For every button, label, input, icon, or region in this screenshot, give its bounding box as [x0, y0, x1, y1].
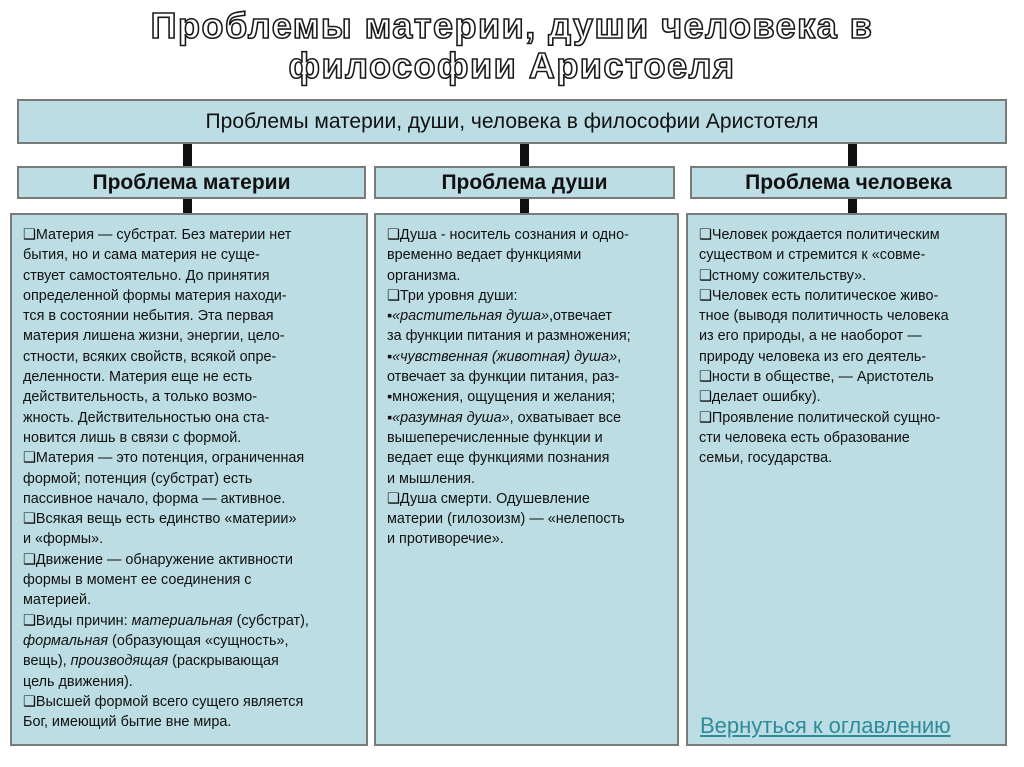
connector-header-matter	[183, 144, 192, 166]
soul-text-main: ❑Душа - носитель сознания и одно- временно ведает функциями организма. ❑Три уровня души:	[387, 227, 629, 304]
slide-title: Проблемы материи, души человека в философии Аристоеля	[150, 5, 874, 86]
connector-matter-content	[183, 199, 192, 213]
soul-bullet-vegetative: ▪«растительная душа»,отвечает за функции питания и размножения;	[387, 308, 631, 345]
connector-soul-content	[520, 199, 529, 213]
human-text: ❑Человек рождается политическим существом и стремится к «совме- ❑стному сожительству». ❑Человек есть политическое живо- тное (выводя политичность человека из его природы, а не наоборот — природу человека из его деятель- ❑ности в обществе, — Аристотель ❑делает ошибку). ❑Проявление политической сущно- сти человека есть образование семьи, государства.	[699, 227, 949, 467]
header-text: Проблемы материи, души, человека в философии Аристотеля	[205, 109, 819, 133]
category-soul-label: Проблема души	[441, 170, 608, 194]
category-human	[690, 166, 1007, 199]
soul-content-box	[374, 213, 679, 746]
category-soul	[374, 166, 675, 199]
matter-text-causes: ❑Виды причин: материальная (субстрат), формальная (образующая «сущность», вещь), производящая (раскрывающая цель движения).	[23, 612, 309, 690]
connector-human-content	[848, 199, 857, 213]
category-matter	[17, 166, 366, 199]
matter-text-end: ❑Высшей формой всего сущего является Бог, имеющий бытие вне мира.	[23, 693, 304, 731]
connector-header-human	[848, 144, 857, 166]
matter-text-main: ❑Материя — субстрат. Без материи нет бытия, но и сама материя не суще- ствует самостоятельно. До принятия определенной формы материя находи- тся в состоянии небытия. Эта первая материя лишена жизни, энергии, цело- стности, всяких свойств, всякой опре- деленности. Материя еще не есть действительность, а только возмо- жность. Действительностью она ста- новится лишь в связи с формой. ❑Материя — это потенция, ограниченная формой; потенция (субстрат) есть пассивное начало, форма — активное. ❑Всякая вещь есть единство «материи» и «формы». ❑Движение — обнаружение активности формы в момент ее соединения с материей.	[23, 227, 305, 609]
category-human-label: Проблема человека	[745, 170, 952, 194]
connector-header-soul	[520, 144, 529, 166]
soul-bullet-sensitive: ▪«чувственная (животная) душа», отвечает за функции питания, раз- ▪множения, ощущения и желания;	[387, 348, 622, 406]
human-content-box	[686, 213, 1007, 746]
soul-bullet-rational: ▪«разумная душа», охватывает все вышеперечисленные функции и ведает еще функциями познания и мышления.	[387, 409, 622, 487]
category-matter-label: Проблема материи	[92, 170, 291, 194]
back-to-contents-link[interactable]: Вернуться к оглавлению	[700, 713, 951, 738]
header-box	[17, 99, 1007, 144]
matter-content-box	[10, 213, 368, 746]
soul-text-end: ❑Душа смерти. Одушевление материи (гилозоизм) — «нелепость и противоречие».	[387, 490, 625, 548]
